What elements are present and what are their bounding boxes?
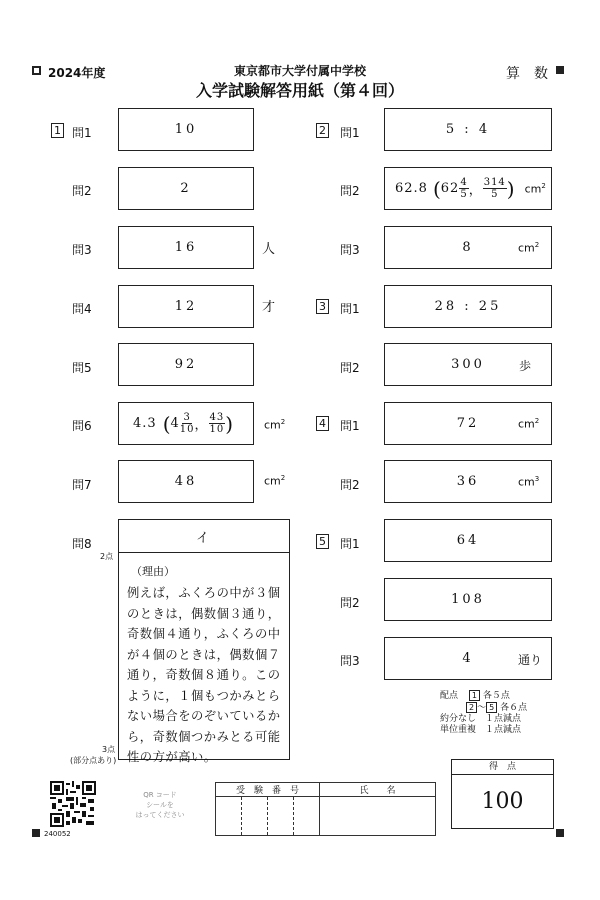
s1-q7-answer: 48 [118, 460, 254, 503]
s5-q3-label: 問3 [340, 654, 360, 668]
s1-q6-unit [264, 418, 285, 432]
s1-q6-mixed-number [171, 412, 195, 435]
s1-q8-reason-points: 3点 [102, 745, 116, 754]
s5-q1-answer: 64 [384, 519, 552, 562]
s2-q2-decimal: 62.8 [395, 181, 428, 196]
scoring-sec-2: 2 [466, 702, 477, 713]
s1-q7-unit [264, 474, 285, 488]
school-name: 東京都市大学付属中学校 [233, 64, 366, 78]
scoring-line-4: 単位重複 １点減点 [440, 725, 522, 735]
s4-q2-unit [518, 475, 539, 489]
exam-number-digit-2[interactable] [242, 797, 268, 836]
scoring-line-2 [440, 702, 527, 714]
exam-number-label: 受 験 番 号 [216, 783, 320, 797]
s4-q2-answer: 36 [384, 460, 552, 503]
s2-q3-unit-text: cm [518, 241, 535, 255]
s1-q7-unit-text: cm [264, 474, 281, 488]
s1-q4-label: 問4 [72, 302, 92, 316]
s2-q2-numerator-1: 4 [460, 177, 468, 188]
s2-q2-whole: 62 [440, 181, 460, 196]
s1-q8-reason-text: 例えば，ふくろの中が３個のときは，偶数個３通り，奇数個４通り，ふくろの中が４個のときは，偶数個７通り，奇数個８通り。このように，１個もつかみとらない場合をのぞいているから，奇数個つかみとる可能性の方が高い。 [127, 586, 281, 764]
s1-q3-unit: 人 [262, 242, 276, 257]
qr-sticker-text-2: シールを [146, 801, 174, 809]
s1-q6-numerator-2: 43 [209, 412, 225, 423]
qr-sticker-text-3: はってください [135, 811, 185, 819]
s2-q2-denominator-1: 5 [460, 189, 468, 200]
s4-q1-unit-text: cm [518, 417, 535, 431]
s5-q3-answer: 4 [384, 637, 552, 680]
s5-q2-label: 問2 [340, 596, 360, 610]
s2-q2-fraction-2 [483, 177, 507, 200]
s1-q8-reason-box [118, 552, 290, 764]
section-5-number: 5 [316, 534, 329, 549]
s4-q1-answer: 72 [384, 402, 552, 445]
s1-q6-close-paren: ) [225, 411, 234, 436]
qr-sticker-area [130, 790, 190, 820]
exam-number-digit-3[interactable] [268, 797, 294, 836]
s1-q6-fraction-1 [180, 412, 195, 435]
s1-q3-answer: 16 [118, 226, 254, 269]
s1-q6-answer [118, 402, 254, 445]
s1-q8-reason-label: （理由） [131, 565, 175, 578]
s1-q3-label: 問3 [72, 243, 92, 257]
s2-q2-separator: ， [468, 183, 483, 198]
s3-q1-answer: 28 : 25 [384, 285, 552, 328]
s1-q8-answer: イ [118, 519, 290, 553]
s2-q2-numerator-2: 314 [483, 177, 506, 188]
scoring-line-3: 約分なし １点減点 [440, 714, 522, 724]
section-1-number: 1 [51, 123, 64, 138]
s1-q6-unit-text: cm [264, 418, 281, 432]
s1-q8-label: 問8 [72, 537, 92, 551]
s5-q1-label: 問1 [340, 537, 360, 551]
s2-q2-close-paren: ) [506, 176, 515, 201]
s3-q1-label: 問1 [340, 302, 360, 316]
s1-q6-whole: 4 [170, 416, 180, 431]
s1-q1-answer: 10 [118, 108, 254, 151]
s2-q2-open-paren: ( [432, 176, 441, 201]
s4-q1-label: 問1 [340, 419, 360, 433]
score-value: 100 [481, 789, 524, 814]
s1-q6-label: 問6 [72, 419, 92, 433]
s4-q2-unit-exp: 3 [534, 475, 540, 483]
s2-q3-answer: 8 [384, 226, 552, 269]
s2-q2-unit-text: cm [524, 182, 542, 196]
s2-q2-mixed-number [441, 177, 469, 200]
s1-q4-answer: 12 [118, 285, 254, 328]
scoring-sec-1: 1 [469, 690, 480, 701]
s1-q6-fraction-2 [209, 412, 226, 435]
s1-q2-answer: 2 [118, 167, 254, 210]
s4-q2-label: 問2 [340, 478, 360, 492]
s3-q2-label: 問2 [340, 361, 360, 375]
s5-q2-answer: 108 [384, 578, 552, 621]
registration-table [215, 782, 436, 836]
registration-mark-bottom-right [556, 829, 564, 837]
exam-number-digit-1[interactable] [216, 797, 242, 836]
s5-q3-unit: 通り [518, 653, 543, 667]
s2-q2-fraction-1 [459, 177, 468, 200]
s1-q8-points: 2点 [100, 552, 114, 561]
s1-q5-label: 問5 [72, 361, 92, 375]
s1-q2-label: 問2 [72, 184, 92, 198]
section-4-number: 4 [316, 416, 329, 431]
s1-q1-label: 問1 [72, 126, 92, 140]
scoring-line-1-text: 各５点 [482, 691, 510, 701]
scoring-tilde: ～ [477, 703, 487, 713]
scoring-line-1 [440, 690, 527, 702]
s3-q2-unit: 歩 [519, 359, 532, 373]
exam-year: 2024年度 [48, 66, 106, 80]
score-box [451, 759, 554, 829]
name-field[interactable] [320, 797, 436, 836]
s2-q2-denominator-2: 5 [491, 189, 499, 200]
s1-q7-unit-exp: 2 [280, 474, 286, 482]
subject-label: 算 数 [506, 66, 548, 82]
s2-q2-answer [384, 167, 552, 210]
s4-q1-unit [518, 417, 539, 431]
qr-code [50, 781, 96, 827]
s4-q2-unit-text: cm [518, 475, 535, 489]
s4-q1-unit-exp: 2 [534, 417, 540, 425]
scoring-note [440, 690, 527, 736]
name-label: 氏 名 [320, 783, 436, 797]
s2-q2-label: 問2 [340, 184, 360, 198]
section-2-number: 2 [316, 123, 329, 138]
s2-q2-unit-exp: 2 [541, 181, 546, 190]
s2-q3-unit [518, 241, 539, 255]
s1-q6-open-paren: ( [162, 411, 171, 436]
s2-q2-unit [525, 182, 546, 196]
exam-number-digit-4[interactable] [294, 797, 320, 836]
s2-q1-answer: 5 : 4 [384, 108, 552, 151]
scoring-title: 配点 [440, 691, 459, 701]
s1-q6-denominator-2: 10 [209, 424, 225, 435]
s2-q1-label: 問1 [340, 126, 360, 140]
s1-q6-numerator-1: 3 [183, 412, 191, 423]
qr-sticker-text-1: QR コード [143, 791, 177, 799]
s1-q4-unit: 才 [262, 300, 276, 315]
s1-q5-answer: 92 [118, 343, 254, 386]
s2-q3-label: 問3 [340, 243, 360, 257]
scoring-sec-5: 5 [486, 702, 497, 713]
score-label: 得 点 [452, 760, 553, 775]
s1-q6-unit-exp: 2 [280, 418, 286, 426]
form-code: 240052 [44, 830, 71, 838]
qr-code-graphic [50, 781, 96, 827]
registration-mark-bottom-left [32, 829, 40, 837]
s1-q7-label: 問7 [72, 478, 92, 492]
s1-q6-decimal: 4.3 [133, 416, 157, 431]
s2-q3-unit-exp: 2 [534, 241, 540, 249]
s1-q6-separator: ， [194, 418, 209, 433]
scoring-line-2-text: 各６点 [500, 703, 528, 713]
s3-q2-answer: 300 [384, 343, 552, 386]
s1-q6-denominator-1: 10 [179, 424, 195, 435]
s1-q8-reason-partial: (部分点あり) [70, 756, 117, 765]
page-title: 入学試験解答用紙（第４回） [195, 81, 404, 100]
section-3-number: 3 [316, 299, 329, 314]
